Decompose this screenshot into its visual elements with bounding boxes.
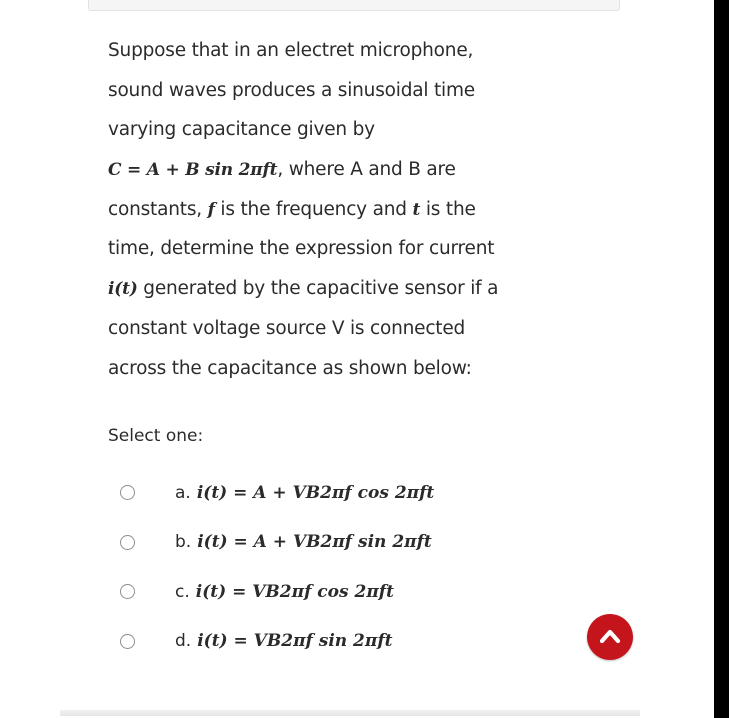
radio-option-b[interactable] (120, 535, 135, 550)
previous-card-edge (88, 0, 620, 11)
question-line: Suppose that in an electret microphone, (108, 40, 474, 61)
question-line-formula (108, 150, 568, 190)
radio-option-d[interactable] (120, 634, 135, 649)
capacitance-formula: C = A + B sin 2πft (108, 160, 278, 181)
option-b[interactable] (120, 518, 434, 568)
current-symbol: i(t) (108, 279, 138, 300)
option-a-label[interactable] (175, 483, 434, 503)
question-line: sound waves produces a sinusoidal time (108, 79, 475, 101)
radio-option-a[interactable] (120, 485, 135, 500)
option-c-label[interactable] (175, 582, 394, 602)
question-line (108, 269, 568, 309)
option-expression: i(t) = A + VB2πf sin 2πft (197, 532, 432, 553)
text-fragment: is the frequency and (214, 198, 413, 220)
option-expression: i(t) = VB2πf sin 2πft (197, 631, 393, 652)
chevron-up-icon (598, 625, 622, 649)
answer-options (120, 468, 434, 666)
option-letter: b. (175, 532, 192, 553)
question-line: time, determine the expression for current (108, 238, 495, 260)
question-line: constant voltage source V is connected (108, 317, 466, 339)
question-text (108, 31, 568, 388)
option-d[interactable] (120, 617, 434, 667)
scroll-to-top-button[interactable] (587, 614, 633, 660)
screen-edge-bar (714, 0, 729, 718)
option-letter: d. (175, 631, 192, 652)
radio-option-c[interactable] (120, 584, 135, 599)
question-line (108, 190, 568, 230)
option-b-label[interactable] (175, 532, 432, 552)
question-line: varying capacitance given by (108, 119, 375, 141)
option-letter: c. (175, 581, 190, 602)
question-line: across the capacitance as shown below: (108, 357, 472, 379)
text-fragment: generated by the capacitive sensor if a (137, 278, 499, 300)
option-letter: a. (175, 482, 191, 503)
option-expression: i(t) = A + VB2πf cos 2πft (196, 482, 435, 503)
text-fragment: constants, (108, 198, 208, 220)
formula-suffix: , where A and B are (277, 159, 456, 181)
option-d-label[interactable] (175, 631, 393, 651)
option-expression: i(t) = VB2πf cos 2πft (195, 581, 394, 602)
bottom-divider (60, 710, 640, 716)
option-a[interactable] (120, 468, 434, 518)
text-fragment: is the (420, 198, 476, 220)
option-c[interactable] (120, 567, 434, 617)
time-symbol: t (412, 199, 421, 220)
select-one-label: Select one: (108, 426, 204, 446)
frequency-symbol: f (207, 199, 215, 220)
